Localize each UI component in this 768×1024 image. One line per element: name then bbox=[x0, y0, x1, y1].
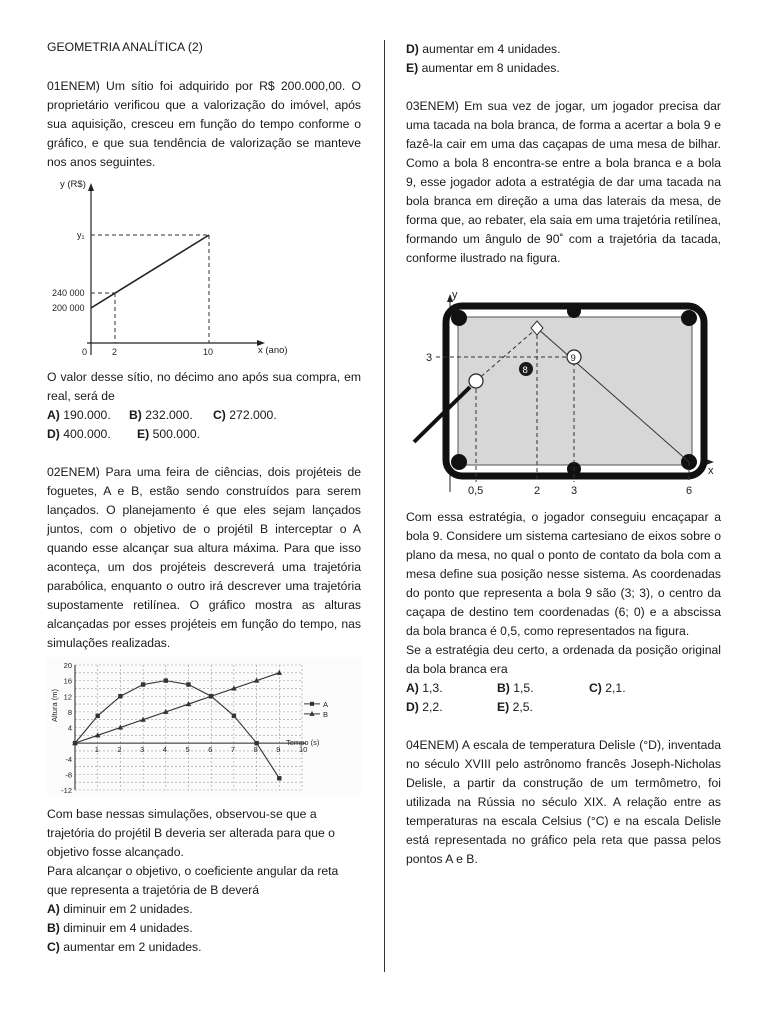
ball-9-label: 9 bbox=[570, 353, 576, 364]
pocket-icon bbox=[451, 454, 467, 470]
q3-option-d[interactable]: D) 2,2. bbox=[406, 700, 443, 714]
page-title: GEOMETRIA ANALÍTICA (2) bbox=[47, 40, 203, 54]
left-column bbox=[47, 38, 361, 957]
series-A-point bbox=[164, 678, 168, 682]
y-tick-label: 20 bbox=[63, 661, 72, 670]
y-tick-label: 8 bbox=[67, 707, 72, 717]
column-divider bbox=[384, 40, 385, 972]
q1-statement: 01ENEM) Um sítio foi adquirido por R$ 200.000,00. O proprietário verificou que a valorização do imóvel, após sua aquisição, cresceu em função do tempo conforme o gráfico, e que sua tendência de valorização se manteve nos anos seguintes. bbox=[47, 79, 361, 169]
q3-x-tick-2: 2 bbox=[534, 485, 541, 497]
right-column bbox=[406, 40, 721, 869]
x-axis-label: Tempo (s) bbox=[286, 738, 320, 748]
series-A-point bbox=[96, 714, 100, 718]
pool-table-felt bbox=[458, 317, 692, 465]
q3-option-a[interactable]: A) 1,3. bbox=[406, 681, 443, 695]
q3-question: Se a estratégia deu certo, a ordenada da posição original da bola branca era bbox=[406, 643, 721, 676]
q3-option-e[interactable]: E) 2,5. bbox=[497, 700, 533, 714]
x-tick-label: 10 bbox=[299, 745, 308, 755]
q1-option-b[interactable]: B) 232.000. bbox=[129, 408, 193, 422]
q2-statement: 02ENEM) Para uma feira de ciências, dois projéteis de foguetes, A e B, estão sendo construídos para serem lançados. O planejamento é que eles sejam lançados juntos, com o objetivo de o projétil B interceptar o A quando esse alcançar sua altura máxima. Para que isso aconteça, um dos projéteis descreverá uma trajetória parabólica, enquanto o outro irá descrever uma trajetória supostamente retilínea. O gráfico mostra as alturas alcançadas por esses projéteis em função do tempo, nas simulações realizadas. bbox=[47, 465, 361, 650]
q1-x-axis-label: x (ano) bbox=[258, 345, 288, 356]
q3-y-tick-3: 3 bbox=[426, 352, 433, 364]
q2-option-c[interactable]: C) aumentar em 2 unidades. bbox=[47, 940, 202, 954]
q2-option-e[interactable]: E) aumentar em 8 unidades. bbox=[406, 61, 560, 75]
y-axis-label: Altura (m) bbox=[50, 689, 59, 722]
q1-y-axis-label: y (R$) bbox=[60, 179, 86, 190]
q1-options bbox=[47, 406, 361, 444]
pocket-icon bbox=[681, 310, 697, 326]
x-tick-label: 8 bbox=[253, 745, 258, 755]
q2-option-a[interactable]: A) diminuir em 2 unidades. bbox=[47, 902, 193, 916]
q3-x-tick-3: 3 bbox=[571, 485, 578, 497]
q1-x-tick-2: 2 bbox=[112, 347, 118, 357]
pocket-icon bbox=[567, 304, 581, 318]
q1-option-c[interactable]: C) 272.000. bbox=[213, 408, 277, 422]
legend-label-A: A bbox=[323, 699, 329, 709]
x-tick-label: 6 bbox=[208, 745, 213, 755]
x-tick-label: 2 bbox=[117, 745, 122, 755]
pocket-icon bbox=[451, 310, 467, 326]
q1-option-a[interactable]: A) 190.000. bbox=[47, 408, 111, 422]
y-tick-label: 12 bbox=[63, 692, 72, 702]
q1-question: O valor desse sítio, no décimo ano após sua compra, em real, será de bbox=[47, 370, 361, 403]
y-tick-label: 4 bbox=[67, 723, 72, 733]
q2-options-right bbox=[406, 40, 721, 78]
q3-statement: 03ENEM) Em sua vez de jogar, um jogador precisa dar uma tacada na bola branca, de forma a acertar a bola 9 e fazê-la cair em uma das caçapas de uma mesa de bilhar. Como a bola 8 encontra-se entre a bola branca e a bola 9, esse jogador adota a estratégia de dar uma tacada na bola branca em direção a uma das laterais da mesa, de forma que, ao rebater, ela saia em uma trajetória retilínea, formando um ângulo de 90˚ com a trajetória da tacada, conforme ilustrado na figura. bbox=[406, 99, 721, 265]
q1-y-tick-240000: 240 000 bbox=[52, 288, 85, 298]
q1-y-tick-200000: 200 000 bbox=[52, 303, 85, 313]
q1-option-d[interactable]: D) 400.000. bbox=[47, 427, 111, 441]
q2-height-chart bbox=[47, 657, 361, 797]
series-A-point bbox=[118, 694, 122, 698]
x-tick-label: 1 bbox=[94, 745, 99, 755]
q1-y-tick-y1: y₁ bbox=[77, 230, 85, 240]
q3-option-c[interactable]: C) 2,1. bbox=[589, 681, 626, 695]
q2-question: Com base nessas simulações, observou-se que a trajetória do projétil B deveria ser alterada para que o objetivo fosse alcançado. bbox=[47, 807, 335, 859]
q3-statement-2: Com essa estratégia, o jogador conseguiu encaçapar a bola 9. Considere um sistema cartesiano de eixos sobre o plano da mesa, no qual o ponto de contato da bola com a mesa define sua posição nesse sistema. As coordenadas do ponto que representa a bola 9 são (3; 3), o centro da caçapa de destino tem coordenadas (6; 0) e a abscissa da bola branca é 0,5, como representados na figura. bbox=[406, 510, 721, 638]
x-tick-label: 4 bbox=[162, 745, 167, 755]
q1-x-tick-10: 10 bbox=[203, 347, 214, 357]
q3-x-tick-0-5: 0,5 bbox=[468, 485, 484, 497]
x-tick-label: 3 bbox=[140, 745, 145, 755]
series-A-point bbox=[186, 682, 190, 686]
series-A-point bbox=[141, 682, 145, 686]
q2-question-2: Para alcançar o objetivo, o coeficiente angular da reta que representa a trajetória de B deverá bbox=[47, 864, 339, 897]
q2-options-left bbox=[47, 900, 361, 957]
q3-pool-table-figure bbox=[406, 282, 721, 502]
series-A-point bbox=[232, 714, 236, 718]
white-ball bbox=[469, 374, 483, 388]
series-A-point bbox=[277, 776, 281, 780]
q2-option-b[interactable]: B) diminuir em 4 unidades. bbox=[47, 921, 193, 935]
q1-x-tick-0: 0 bbox=[82, 347, 88, 357]
x-tick-label: 5 bbox=[185, 745, 190, 755]
y-tick-label: -4 bbox=[65, 754, 72, 764]
y-tick-label: 16 bbox=[63, 676, 72, 686]
q3-x-tick-6: 6 bbox=[686, 485, 693, 497]
q3-option-b[interactable]: B) 1,5. bbox=[497, 681, 534, 695]
q1-option-e[interactable]: E) 500.000. bbox=[137, 427, 201, 441]
q3-options bbox=[406, 679, 721, 717]
q2-option-d[interactable]: D) aumentar em 4 unidades. bbox=[406, 42, 561, 56]
q4-statement: 04ENEM) A escala de temperatura Delisle (°D), inventada no século XVIII pelo astrônomo francês Joseph-Nicholas Delisle, a partir da construção de um termômetro, foi utilizada na Rússia no século XIX. A relação entre as temperaturas na escala Celsius (°C) e na escala Delisle está representada no gráfico pela reta que passa pelos pontos A e B. bbox=[406, 738, 721, 866]
q1-graph bbox=[47, 175, 361, 365]
x-tick-label: 9 bbox=[276, 745, 281, 755]
q3-x-axis-label: x bbox=[708, 465, 714, 477]
y-tick-label: -8 bbox=[65, 770, 72, 780]
legend-marker-A bbox=[310, 702, 314, 706]
x-tick-label: 7 bbox=[230, 745, 236, 755]
ball-8-label: 8 bbox=[522, 365, 528, 376]
q3-y-axis-label: y bbox=[452, 289, 458, 301]
y-tick-label: -12 bbox=[61, 786, 72, 795]
legend-label-B: B bbox=[323, 709, 329, 719]
